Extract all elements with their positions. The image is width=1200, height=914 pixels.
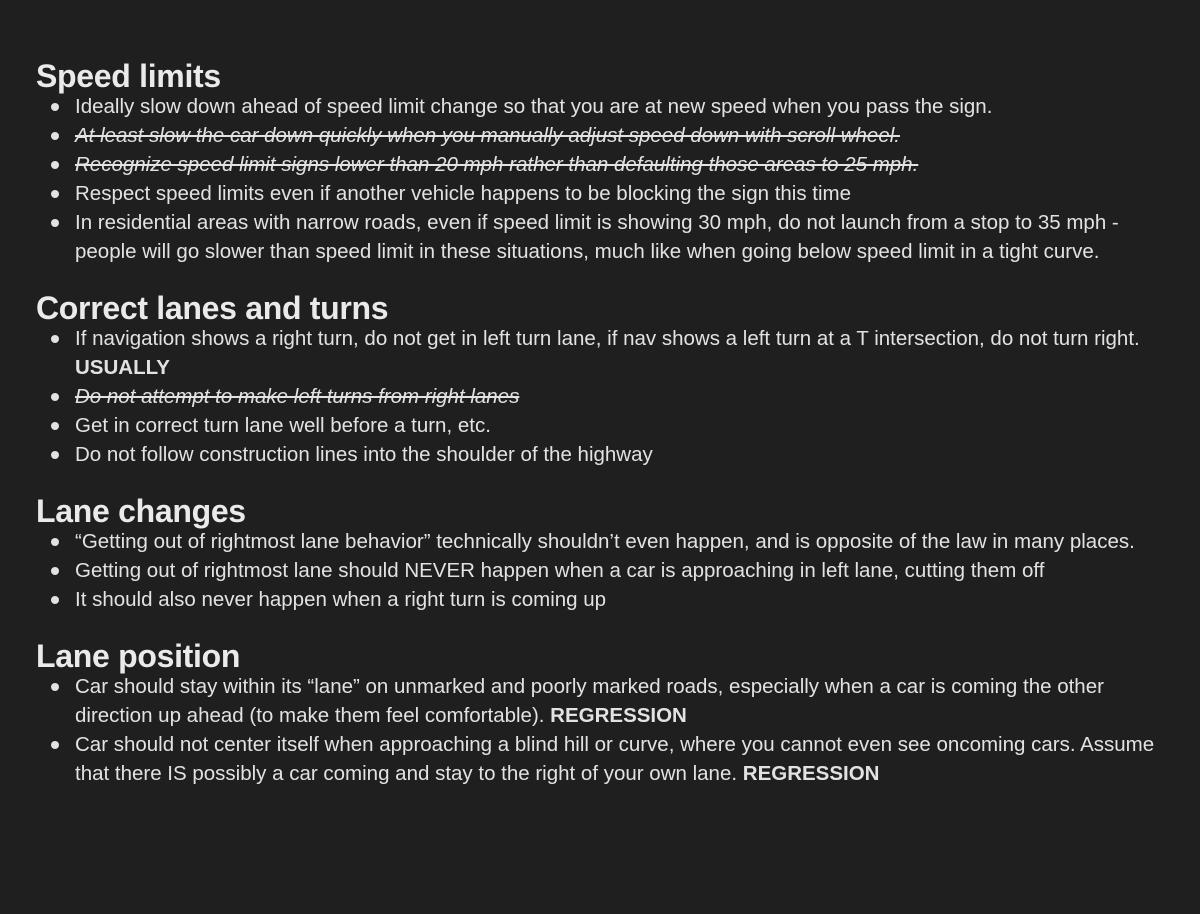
- item-text: It should also never happen when a right turn is coming up: [75, 588, 607, 611]
- bullet-icon: [51, 132, 59, 140]
- list-item[interactable]: [36, 179, 1176, 208]
- item-text: Recognize speed limit signs lower than 20 mph rather than defaulting those areas to 25 mph.: [75, 153, 919, 176]
- section-heading[interactable]: Speed limits: [36, 58, 221, 94]
- bullet-icon: [51, 538, 59, 546]
- bullet-icon: [51, 393, 59, 401]
- list-item[interactable]: [36, 92, 1176, 121]
- list-item[interactable]: [36, 150, 1176, 179]
- item-text: Do not attempt to make left turns from right lanes: [75, 385, 520, 408]
- list-item[interactable]: [36, 324, 1176, 382]
- bullet-icon: [51, 219, 59, 227]
- list-item[interactable]: [36, 411, 1176, 440]
- item-text: In residential areas with narrow roads, even if speed limit is showing 30 mph, do not launch from a stop to 35 mph - people will go slower than speed limit in these situations, much like when going below speed limit in a tight curve.: [75, 211, 1119, 263]
- list-item[interactable]: [36, 585, 1176, 614]
- section-heading[interactable]: Correct lanes and turns: [36, 290, 389, 326]
- bullet-icon: [51, 567, 59, 575]
- list-item[interactable]: [36, 527, 1176, 556]
- bullet-icon: [51, 451, 59, 459]
- bullet-list: [36, 672, 1176, 788]
- section-speed-limits: [36, 56, 1176, 266]
- section-correct-lanes-and-turns: [36, 288, 1176, 469]
- item-text: “Getting out of rightmost lane behavior” technically shouldn’t even happen, and is opposite of the law in many places.: [75, 530, 1135, 553]
- bullet-icon: [51, 161, 59, 169]
- bullet-icon: [51, 741, 59, 749]
- section-lane-position: [36, 636, 1176, 788]
- bullet-list: [36, 324, 1176, 469]
- item-tag: REGRESSION: [550, 704, 687, 727]
- item-text: Car should stay within its “lane” on unmarked and poorly marked roads, especially when a car is coming the other direction up ahead (to make them feel comfortable).: [75, 675, 1104, 727]
- list-item[interactable]: [36, 382, 1176, 411]
- item-text: At least slow the car down quickly when you manually adjust speed down with scroll wheel.: [75, 124, 900, 147]
- bullet-icon: [51, 422, 59, 430]
- list-item[interactable]: [36, 121, 1176, 150]
- section-lane-changes: [36, 491, 1176, 614]
- item-text: Ideally slow down ahead of speed limit change so that you are at new speed when you pass the sign.: [75, 95, 993, 118]
- list-item[interactable]: [36, 672, 1176, 730]
- item-text: Get in correct turn lane well before a turn, etc.: [75, 414, 491, 437]
- bullet-list: [36, 527, 1176, 614]
- bullet-icon: [51, 190, 59, 198]
- item-text: Respect speed limits even if another vehicle happens to be blocking the sign this time: [75, 182, 852, 205]
- section-heading[interactable]: Lane position: [36, 638, 241, 674]
- list-item[interactable]: [36, 440, 1176, 469]
- item-tag: REGRESSION: [742, 762, 880, 785]
- list-item[interactable]: [36, 208, 1176, 266]
- item-text: Getting out of rightmost lane should NEVER happen when a car is approaching in left lane, cutting them off: [75, 559, 1045, 582]
- list-item[interactable]: [36, 556, 1176, 585]
- item-text: Car should not center itself when approaching a blind hill or curve, where you cannot even see oncoming cars. Assume that there IS possibly a car coming and stay to the right of your own lane.: [75, 733, 1155, 785]
- bullet-icon: [51, 103, 59, 111]
- bullet-list: [36, 92, 1176, 266]
- list-item[interactable]: [36, 730, 1176, 788]
- section-heading[interactable]: Lane changes: [36, 493, 246, 529]
- bullet-icon: [51, 596, 59, 604]
- item-text: Do not follow construction lines into the shoulder of the highway: [75, 443, 653, 466]
- bullet-icon: [51, 683, 59, 691]
- bullet-icon: [51, 335, 59, 343]
- item-tag: USUALLY: [75, 356, 170, 379]
- item-text: If navigation shows a right turn, do not get in left turn lane, if nav shows a left turn at a T intersection, do not turn right.: [75, 327, 1140, 350]
